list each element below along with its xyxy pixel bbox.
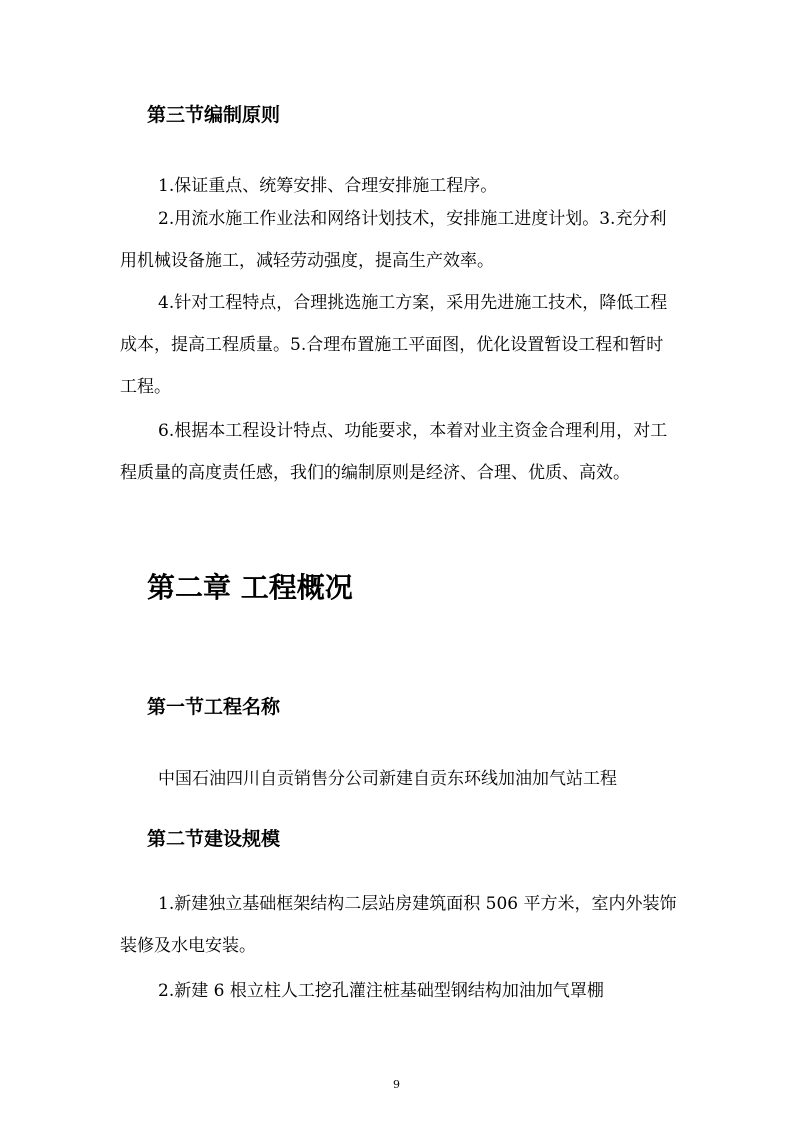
section-3-heading: 第三节编制原则 [147, 104, 281, 126]
section-2-heading: 第二节建设规模 [147, 828, 281, 850]
principle-6: 6.根据本工程设计特点、功能要求，本着对业主资金合理利用，对工程质量的高度责任感，我们的编制原则是经济、合理、优质、高效。 [120, 421, 668, 483]
section-1-heading: 第一节工程名称 [147, 696, 281, 718]
principle-4: 4.针对工程特点，合理挑选施工方案，采用先进施工技术，降低工程成本，提高工程质量。5.合理布置施工平面图，优化设置暂设工程和暂时工程。 [120, 293, 668, 397]
principle-2: 2.用流水施工作业法和网络计划技术，安排施工进度计划。3.充分利用机械设备施工，减轻劳动强度，提高生产效率。 [120, 209, 667, 271]
scale-item-2: 2.新建 6 根立柱人工挖孔灌注桩基础型钢结构加油加气罩棚 [158, 981, 604, 1001]
scale-item-1: 1.新建独立基础框架结构二层站房建筑面积 506 平方米，室内外装饰装修及水电安装。 [120, 894, 677, 956]
page-number: 9 [393, 1078, 400, 1091]
chapter-2-title: 第二章 工程概况 [147, 571, 353, 604]
project-name: 中国石油四川自贡销售分公司新建自贡东环线加油加气站工程 [158, 769, 617, 789]
principle-1: 1.保证重点、统筹安排、合理安排施工程序。 [158, 176, 498, 196]
